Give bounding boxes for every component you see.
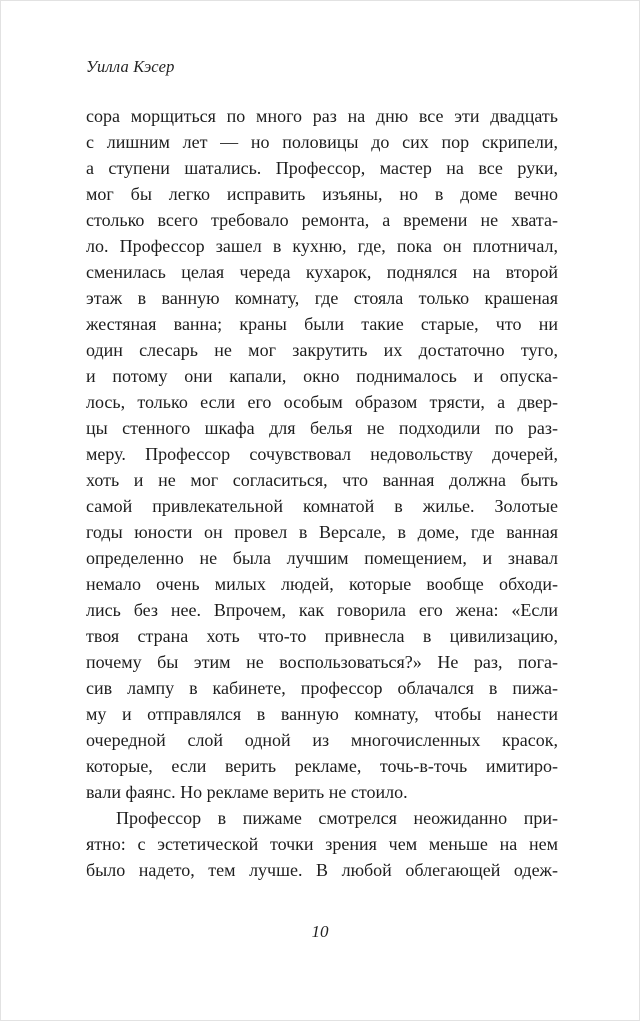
text-line: лись без нее. Впрочем, как говорила его жена: «Если — [86, 600, 558, 620]
text-line: вали фаянс. Но рекламе верить не стоило. — [86, 782, 408, 802]
page-number: 10 — [311, 922, 329, 941]
text-line: и потому они капали, окно поднималось и опуска- — [86, 366, 558, 386]
text-line: ло. Профессор зашел в кухню, где, пока он плотничал, — [86, 236, 558, 256]
text-line: очередной слой одной из многочисленных красок, — [86, 730, 558, 750]
body-text — [86, 103, 558, 883]
text-line: почему бы этим не воспользоваться?» Не раз, пога- — [86, 652, 558, 672]
text-line: жестяная ванна; краны были такие старые, что ни — [86, 314, 558, 334]
text-line: цы стенного шкафа для белья не подходили по раз- — [86, 418, 558, 438]
text-line: годы юности он провел в Версале, в доме, где ванная — [86, 522, 558, 542]
text-line: сив лампу в кабинете, профессор облачался в пижа- — [86, 678, 558, 698]
text-line: было надето, тем лучше. В любой облегающей одеж- — [86, 860, 558, 880]
text-line: хоть и не мог согласиться, что ванная должна быть — [86, 470, 558, 490]
paragraph — [86, 805, 558, 883]
text-line: сора морщиться по много раз на дню все эти двадцать — [86, 106, 558, 126]
text-line: мог бы легко исправить изъяны, но в доме вечно — [86, 184, 558, 204]
text-line: этаж в ванную комнату, где стояла только крашеная — [86, 288, 558, 308]
text-line: меру. Профессор сочувствовал недовольству дочерей, — [86, 444, 558, 464]
paragraph — [86, 103, 558, 805]
text-line: один слесарь не мог закрутить их достаточно туго, — [86, 340, 558, 360]
text-line: определенно не была лучшим помещением, и знавал — [86, 548, 558, 568]
text-line: ятно: с эстетической точки зрения чем меньше на нем — [86, 834, 558, 854]
text-line: а ступени шатались. Профессор, мастер на все руки, — [86, 158, 558, 178]
text-line: с лишним лет — но половицы до сих пор скрипели, — [86, 132, 558, 152]
text-line: Профессор в пижаме смотрелся неожиданно при- — [116, 808, 558, 828]
text-line: му и отправлялся в ванную комнату, чтобы нанести — [86, 704, 558, 724]
text-line: лось, только если его особым образом трясти, а двер- — [86, 392, 558, 412]
text-line: которые, если верить рекламе, точь-в-точь имитиро- — [86, 756, 558, 776]
text-line: сменилась целая череда кухарок, поднялся на второй — [86, 262, 558, 282]
text-line: столько всего требовало ремонта, а времени не хвата- — [86, 210, 558, 230]
text-line: немало очень милых людей, которые вообще обходи- — [86, 574, 558, 594]
text-line: твоя страна хоть что-то привнесла в цивилизацию, — [86, 626, 558, 646]
text-line: самой привлекательной комнатой в жилье. Золотые — [86, 496, 558, 516]
running-header-author: Уилла Кэсер — [86, 57, 175, 76]
